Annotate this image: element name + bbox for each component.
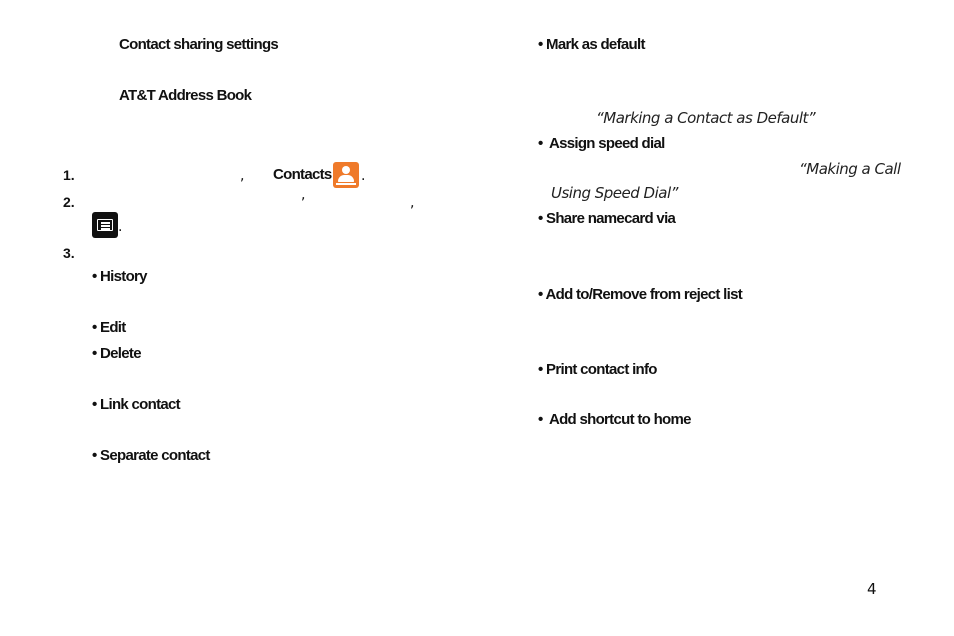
list-item-assign-speed-dial: • Assign speed dial bbox=[538, 135, 665, 152]
step-1-number: 1. bbox=[63, 167, 75, 183]
contacts-label: Contacts bbox=[273, 166, 332, 183]
att-address-book-label: AT&T Address Book bbox=[119, 87, 252, 104]
menu-key-icon bbox=[92, 212, 118, 238]
ref-making-call-line2: Using Speed Dial” bbox=[551, 184, 678, 202]
list-item-history: • History bbox=[92, 268, 147, 285]
ref-marking-contact-default: “Marking a Contact as Default” bbox=[596, 109, 816, 127]
ref-making-call-line1: “Making a Call bbox=[799, 160, 901, 178]
list-item-mark-as-default: • Mark as default bbox=[538, 36, 645, 53]
contact-sharing-settings-label: Contact sharing settings bbox=[119, 36, 279, 53]
step-2-period: . bbox=[118, 219, 123, 235]
list-item-separate-contact: • Separate contact bbox=[92, 447, 210, 464]
list-item-delete: • Delete bbox=[92, 345, 141, 362]
list-item-link-contact: • Link contact bbox=[92, 396, 180, 413]
step-2-comma-2: , bbox=[410, 195, 415, 211]
list-item-share-namecard: • Share namecard via bbox=[538, 210, 676, 227]
list-item-add-shortcut: • Add shortcut to home bbox=[538, 411, 691, 428]
list-item-print-contact-info: • Print contact info bbox=[538, 361, 657, 378]
page-number: 4 bbox=[867, 580, 877, 598]
step-2-comma-1: , bbox=[301, 187, 306, 203]
list-item-edit: • Edit bbox=[92, 319, 126, 336]
contacts-app-icon bbox=[333, 162, 359, 188]
step-1-comma: , bbox=[240, 168, 245, 184]
step-2-number: 2. bbox=[63, 194, 75, 210]
list-item-reject-list: • Add to/Remove from reject list bbox=[538, 286, 743, 303]
step-3-number: 3. bbox=[63, 245, 75, 261]
step-1-period: . bbox=[361, 168, 366, 184]
